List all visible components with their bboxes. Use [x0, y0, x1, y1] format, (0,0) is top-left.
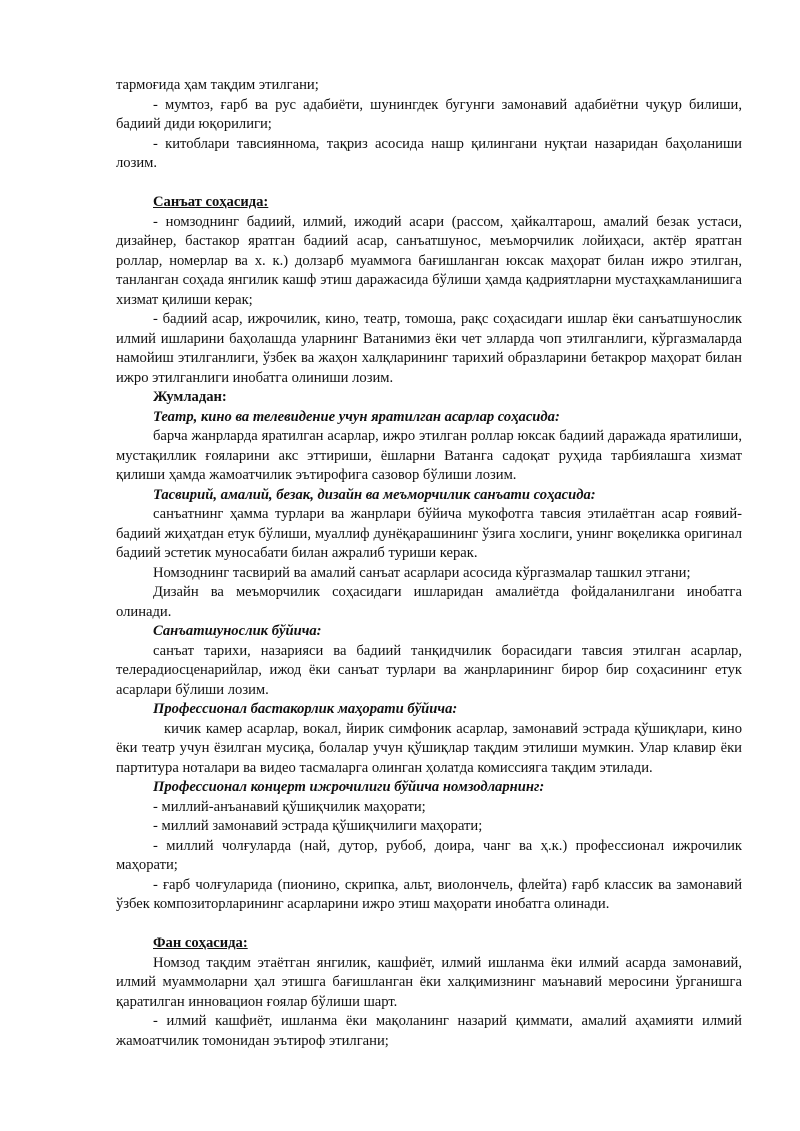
spacer — [116, 915, 742, 935]
list-item: - миллий замонавий эстрада қўшиқчилиги маҳорати; — [153, 818, 483, 834]
paragraph: санъатнинг ҳамма турлари ва жанрлари бўйича мукофотга тавсия этилаётган асар ғоявий-бадиий жиҳатдан етук бўлиши, муаллиф дунёқарашининг ўзига хослиги, унинг воқеликка оригинал бадиий эстетик муносабати билан ажралиб туриши керак. — [116, 506, 742, 561]
paragraph: барча жанрларда яратилган асарлар, ижро этилган роллар юксак бадиий даражада яратилиши, мустақиллик ғояларини акс эттириши, ёшларни Ватанга садоқат руҳида тарбиялашга хизмат қилиши ҳамда жамоатчилик эътирофига сазовор бўлиши лозим. — [116, 428, 742, 483]
list-item: - бадиий асар, ижрочилик, кино, театр, томоша, рақс соҳасидаги ишлар ёки санъатшунослик илмий ишларини баҳолашда уларнинг Ватанимиз ёки чет элларда чоп этилганлиги, кўргазмаларда намойиш этилганлиги, ўзбек ва жаҳон халқларининг тарихий образларини бетакрор маҳорат билан ижро этилганлиги инобатга олиниши лозим. — [116, 311, 742, 386]
subheading-art-studies: Санъатшунослик бўйича: — [153, 623, 322, 639]
list-item: - миллий чолғуларда (най, дутор, рубоб, доира, чанг ва ҳ.к.) профессионал ижрочилик маҳорати; — [116, 837, 742, 873]
paragraph: Номзоднинг тасвирий ва амалий санъат асарлари асосида кўргазмалар ташкил этгани; — [153, 564, 691, 581]
section-heading-art: Санъат соҳасида: — [153, 194, 269, 210]
paragraph: тармоғида ҳам тақдим этилгани; — [116, 77, 319, 93]
subheading-including: Жумладан: — [153, 389, 227, 405]
subheading-visual-arts: Тасвирий, амалий, безак, дизайн ва меъморчилик санъати соҳасида: — [153, 486, 596, 503]
paragraph: Дизайн ва меъморчилик соҳасидаги ишларидан амалиётда фойдаланилгани инобатга олинади. — [116, 584, 742, 620]
subheading-theatre: Театр, кино ва телевидение учун яратилган асарлар соҳасида: — [153, 408, 560, 425]
list-item: - ғарб чолғуларида (пионино, скрипка, альт, виолончель, флейта) ғарб классик ва замонавий ўзбек композиторларининг асарларини ижро этиш маҳорати инобатга олинади. — [116, 876, 742, 912]
subheading-concert: Профессионал концерт ижрочилиги бўйича номзодларнинг: — [153, 779, 545, 795]
document-page — [116, 76, 742, 1051]
list-item: - мумтоз, ғарб ва рус адабиёти, шунингдек бугунги замонавий адабиётни чуқур билиши, бадиий диди юқорилиги; — [116, 96, 742, 132]
list-item: - китоблари тавсияннома, тақриз асосида нашр қилингани нуқтаи назаридан баҳоланиши лозим. — [116, 135, 742, 171]
paragraph: кичик камер асарлар, вокал, йирик симфоник асарлар, замонавий эстрада қўшиқлари, кино ёки театр учун ёзилган мусиқа, болалар учун қўшиқлар тақдим этилиши мумкин. Улар клавир ёки партитура ноталари ва видео тасмаларга олинган ҳолатда комиссияга тақдим этилади. — [116, 720, 742, 776]
list-item: - илмий кашфиёт, ишланма ёки мақоланинг назарий қиммати, амалий аҳамияти илмий жамоатчилик томонидан эътироф этилгани; — [116, 1013, 742, 1049]
paragraph: санъат тарихи, назарияси ва бадиий танқидчилик борасидаги тавсия этилган асарлар, телерадиосценарийлар, ижод ёки санъат турлари ва жанрларининг бирор бир соҳасининг етук асарлари бўлиши лозим. — [116, 642, 742, 698]
list-item: - миллий-анъанавий қўшиқчилик маҳорати; — [153, 798, 426, 815]
section-heading-science: Фан соҳасида: — [153, 935, 248, 951]
subheading-composer: Профессионал бастакорлик маҳорати бўйича: — [153, 701, 458, 717]
spacer — [116, 174, 742, 194]
list-item: - номзоднинг бадиий, илмий, ижодий асари (рассом, ҳайкалтарош, амалий безак устаси, дизайнер, бастакор яратган бадиий асар, санъатшунос, меъморчилик лойиҳаси, актёр яратган роллар, номерлар ва х. к.) долзарб муаммога бағишланган юксак маҳорат билан ижро этилган, танланган соҳада янгилик кашф этиш даражасида бўлиши ҳамда қадриятларни мустаҳкамланишига хизмат қилиши керак; — [116, 213, 742, 308]
paragraph: Номзод тақдим этаётган янгилик, кашфиёт, илмий ишланма ёки илмий асарда замонавий, илмий муаммоларни ҳал этишга бағишланган ёки халқимизнинг маънавий меросини ўрганишга қаратилган инновацион ғоялар бўлиши шарт. — [116, 954, 742, 1010]
